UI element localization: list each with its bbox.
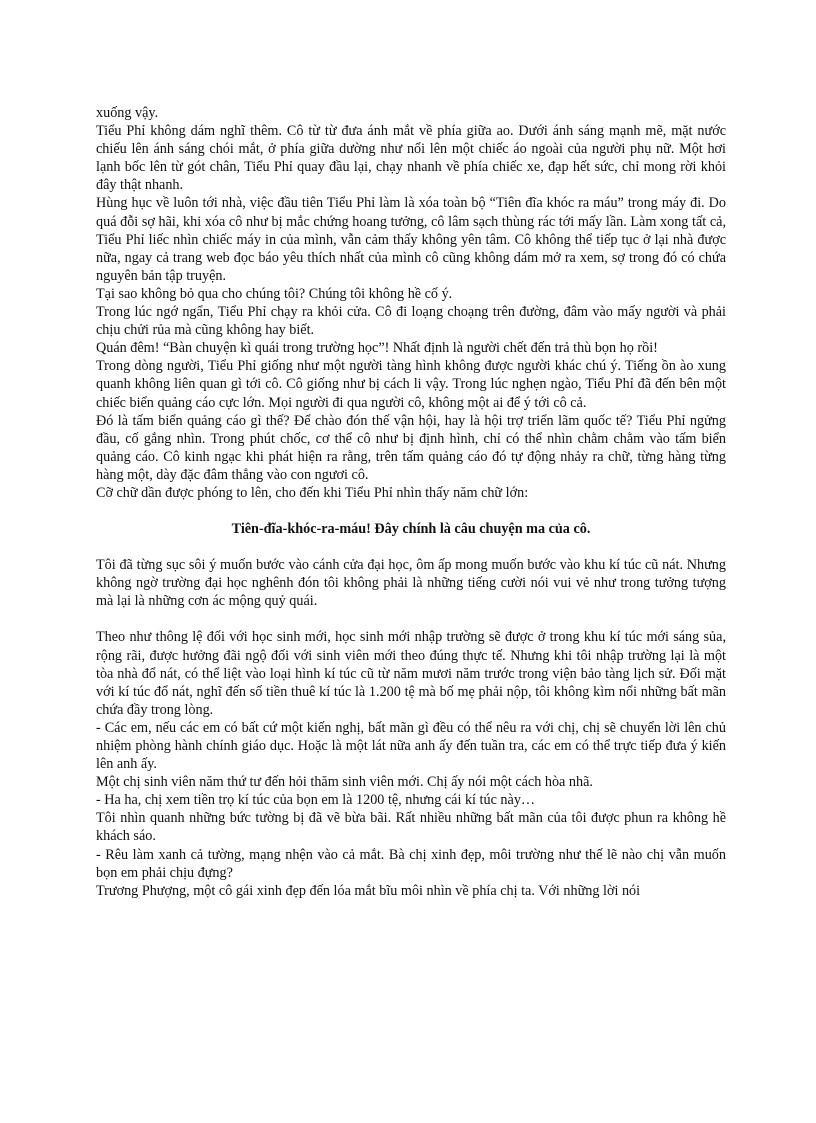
paragraph: Một chị sinh viên năm thứ tư đến hỏi thăm sinh viên mới. Chị ấy nói một cách hòa nhã.: [96, 774, 593, 791]
paragraph: Trong dòng người, Tiểu Phỉ giống như một người tàng hình không được người khác chú ý. Tiếng ồn ào xung quanh không liên quan gì tới cô. Cô giống như bị cách li vậy. Trong lúc nghẹn ngào, Tiểu Phỉ đã đến bên một chiếc biển quảng cáo cực lớn. Mọi người đi qua người cô, không một ai để ý tới cô cả.: [96, 358, 726, 411]
chapter-heading: Tiên-đĩa-khóc-ra-máu! Đây chính là câu chuyện ma của cô.: [231, 521, 591, 538]
paragraph: Theo như thông lệ đối với học sinh mới, học sinh mới nhập trường sẽ được ở trong khu kí túc mới sáng sủa, rộng rãi, được hưởng đãi ngộ đối với sinh viên mới theo đúng thực tế. Nhưng khi tôi nhập trường lại là một tòa nhà đổ nát, có thể liệt vào loại hình kí túc cũ từ năm mươi năm trước trong viện bảo tàng lịch sử. Đối mặt với kí túc đổ nát, nghĩ đến số tiền thuê kí túc là 1.200 tệ mà bố mẹ phải nộp, tôi không kìm nổi những bất mãn chứa đầy trong lòng.: [96, 629, 726, 718]
document-page: [96, 104, 726, 900]
paragraph: Quán đêm! “Bàn chuyện kì quái trong trường học”! Nhất định là người chết đến trả thù bọn họ rồi!: [96, 340, 658, 357]
paragraph: - Ha ha, chị xem tiền trọ kí túc của bọn em là 1200 tệ, nhưng cái kí túc này…: [96, 792, 536, 809]
paragraph: Tiểu Phỉ không dám nghĩ thêm. Cô từ từ đưa ánh mắt về phía giữa ao. Dưới ánh sáng mạnh mẽ, mặt nước chiếu lên ánh sáng chói mắt, ở phía giữa dường như nổi lên một chiếc áo ngoài của người phụ nữ. Một hơi lạnh bốc lên từ gót chân, Tiểu Phỉ quay đầu lại, chạy nhanh về phía chiếc xe, đạp hết sức, chỉ mong rời khỏi đây thật nhanh.: [96, 123, 726, 194]
paragraph: Tại sao không bỏ qua cho chúng tôi? Chúng tôi không hề cố ý.: [96, 285, 453, 302]
paragraph: xuống vậy.: [96, 105, 159, 121]
paragraph: Trong lúc ngớ ngẩn, Tiểu Phỉ chạy ra khỏi cửa. Cô đi loạng choạng trên đường, đâm vào mấy người và phải chịu chửi rủa mà cũng không hay biết.: [96, 304, 726, 339]
paragraph: Cỡ chữ dần được phóng to lên, cho đến khi Tiểu Phỉ nhìn thấy năm chữ lớn:: [96, 484, 529, 501]
paragraph: Tôi nhìn quanh những bức tường bị đã vẽ bừa bãi. Rất nhiều những bất mãn của tôi được phun ra không hề khách sáo.: [96, 810, 726, 845]
paragraph: - Rêu làm xanh cả tường, mạng nhện vào cả mắt. Bà chị xinh đẹp, môi trường như thế lẽ nào chị vẫn muốn bọn em phải chịu đựng?: [96, 846, 726, 881]
paragraph: Hùng hục về luôn tới nhà, việc đầu tiên Tiểu Phỉ làm là xóa toàn bộ “Tiên đĩa khóc ra máu” trong máy đi. Do quá đỗi sợ hãi, khi xóa cô như bị mắc chứng hoang tưởng, cô lâm sạch thùng rác tới mấy lần. Làm xong tất cả, Tiểu Phỉ liếc nhìn chiếc máy in của mình, vẫn cảm thấy không yên tâm. Cô không thể tiếp tục ở lại nhà được nữa, ngay cả trang web đọc báo yêu thích nhất của mình cô cũng không dám mở ra xem, sợ trong đó có chứa nguyên bản tập truyện.: [96, 195, 726, 284]
paragraph: - Các em, nếu các em có bất cứ một kiến nghị, bất mãn gì đều có thể nêu ra với chị, chị sẽ chuyển lời lên chủ nhiệm phòng hành chính giáo dục. Hoặc là một lát nữa anh ấy đến tuần tra, các em có thể trực tiếp đưa ý kiến lên anh ấy.: [96, 719, 726, 773]
paragraph: Tôi đã từng sục sôi ý muốn bước vào cánh cửa đại học, ôm ấp mong muốn bước vào khu kí túc cũ nát. Nhưng không ngờ trường đại học nghênh đón tôi không phải là những tiếng cười nói vui vẻ như trong tưởng tượng mà lại là những cơn ác mộng quỷ quái.: [96, 557, 726, 610]
blank-line: [96, 610, 726, 628]
paragraph: Trương Phượng, một cô gái xinh đẹp đến lóa mắt bĩu môi nhìn về phía chị ta. Với những lời nói: [96, 882, 641, 899]
paragraph: Đó là tấm biển quảng cáo gì thế? Để chào đón thế vận hội, hay là hội trợ triển lãm quốc tế? Tiểu Phỉ ngửng đầu, cố gắng nhìn. Trong phút chốc, cơ thể cô như bị định hình, chỉ có thể nhìn chằm chằm vào tấm biển quảng cáo. Cô kinh ngạc khi phát hiện ra rằng, trên tấm quảng cáo đó tự động nhảy ra chữ, từng hàng từng hàng một, dày đặc đâm thẳng vào con ngươi cô.: [96, 412, 726, 483]
